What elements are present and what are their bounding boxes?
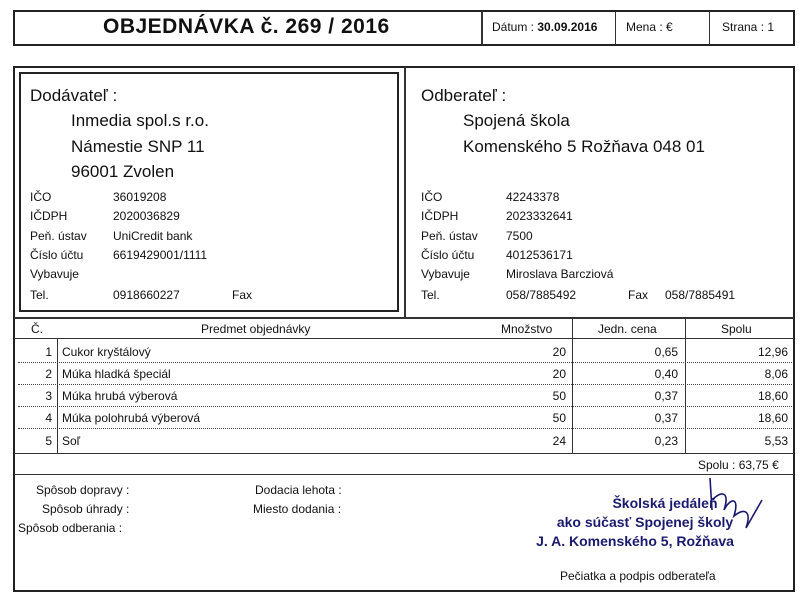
delivery-method-label: Spôsob dopravy : [36,483,130,497]
page-label: Strana : [722,20,765,34]
party-divider [404,67,406,317]
customer-field-label: Číslo účtu [421,248,475,262]
row-total: 18,60 [757,411,788,425]
supplier-field-label: Peň. ústav [30,229,87,243]
supplier-tel-value: 0918660227 [113,288,180,302]
customer-fax-label: Fax [628,288,649,302]
row-item: Cukor kryštálový [62,345,151,359]
supplier-field-label: IČDPH [30,209,68,223]
row-no: 1 [45,345,52,359]
page-value: 1 [767,20,775,34]
order-title: OBJEDNÁVKA č. 269 / 2016 [103,15,390,38]
col-header-qty: Množstvo [501,322,553,336]
date-value: 30.09.2016 [537,20,598,34]
supplier-street: Námestie SNP 11 [71,137,205,156]
total-label: Spolu : [698,458,736,472]
row-price: 0,37 [654,389,678,403]
row-separator [18,362,792,363]
header-divider [481,11,483,45]
row-qty: 20 [552,367,566,381]
customer-heading: Odberateľ : [421,86,507,105]
customer-address: Komenského 5 Rožňava 048 01 [463,137,705,156]
row-no: 2 [45,367,52,381]
customer-field-value: 4012536171 [506,248,573,262]
row-qty: 50 [552,411,566,425]
currency-value: € [666,20,673,34]
row-no: 5 [45,434,52,448]
delivery-place-label: Miesto dodania : [253,502,342,516]
customer-field-value: 42243378 [506,190,560,204]
stamp-line: Školská jedáleň [612,495,718,511]
row-no: 4 [45,411,52,425]
supplier-fax-label: Fax [232,288,253,302]
row-separator [18,406,792,407]
row-separator [18,384,792,385]
col-header-no: Č. [31,322,43,336]
row-price: 0,23 [654,434,678,448]
date-field [492,20,597,34]
supplier-field-label: Číslo účtu [30,248,84,262]
payment-method-label: Spôsob úhrady : [42,502,130,516]
customer-field-label: Peň. ústav [421,229,478,243]
row-total: 5,53 [764,434,788,448]
col-divider [572,318,573,453]
table-header-line [14,338,794,339]
supplier-field-label: IČO [30,190,52,204]
row-total: 8,06 [764,367,788,381]
customer-field-label: Vybavuje [421,267,470,281]
supplier-name: Inmedia spol.s r.o. [71,111,209,130]
signature-label: Pečiatka a podpis odberateľa [560,569,716,583]
row-qty: 50 [552,389,566,403]
row-item: Múka polohrubá výberová [62,411,201,425]
currency-label: Mena : [626,20,663,34]
row-item: Soľ [62,434,81,448]
customer-fax-value: 058/7885491 [665,288,736,302]
customer-field-value: Miroslava Barcziová [506,267,614,281]
col-header-total: Spolu [721,322,752,336]
customer-tel-label: Tel. [421,288,440,302]
row-item: Múka hrubá výberová [62,389,178,403]
pickup-method-label: Spôsob odberania : [18,521,123,535]
row-no: 3 [45,389,52,403]
delivery-date-label: Dodacia lehota : [255,483,342,497]
table-bottom-line [14,453,794,454]
col-divider [685,318,686,453]
customer-field-value: 7500 [506,229,533,243]
row-separator [18,428,792,429]
total-line [14,474,794,475]
customer-name: Spojená škola [463,111,570,130]
supplier-field-value: 36019208 [113,190,167,204]
row-qty: 20 [552,345,566,359]
customer-field-value: 2023332641 [506,209,573,223]
supplier-field-value: 2020036829 [113,209,180,223]
row-item: Múka hladká špeciál [62,367,171,381]
row-price: 0,37 [654,411,678,425]
row-price: 0,40 [654,367,678,381]
customer-field-label: IČO [421,190,443,204]
row-total: 18,60 [757,389,788,403]
col-header-item: Predmet objednávky [201,322,311,336]
col-divider [57,339,58,453]
customer-field-label: IČDPH [421,209,459,223]
currency-field [626,20,673,34]
supplier-tel-label: Tel. [30,288,49,302]
supplier-field-label: Vybavuje [30,267,79,281]
row-qty: 24 [552,434,566,448]
row-price: 0,65 [654,345,678,359]
customer-tel-value: 058/7885492 [506,288,577,302]
stamp-line: ako súčasť Spojenej školy [556,514,734,530]
total-value: 63,75 € [738,458,779,472]
supplier-heading: Dodávateľ : [30,86,118,105]
supplier-field-value: 6619429001/1111 [113,248,208,262]
supplier-city: 96001 Zvolen [71,162,175,181]
col-header-price: Jedn. cena [598,322,657,336]
header-divider [615,11,616,45]
header-divider [709,11,710,45]
supplier-field-value: UniCredit bank [113,229,193,243]
handwritten-signature [700,470,780,550]
date-label: Dátum : [492,20,535,34]
stamp-line: J. A. Komenského 5, Rožňava [536,533,734,549]
page-field [722,20,774,34]
table-top-line [14,317,794,319]
row-total: 12,96 [757,345,788,359]
